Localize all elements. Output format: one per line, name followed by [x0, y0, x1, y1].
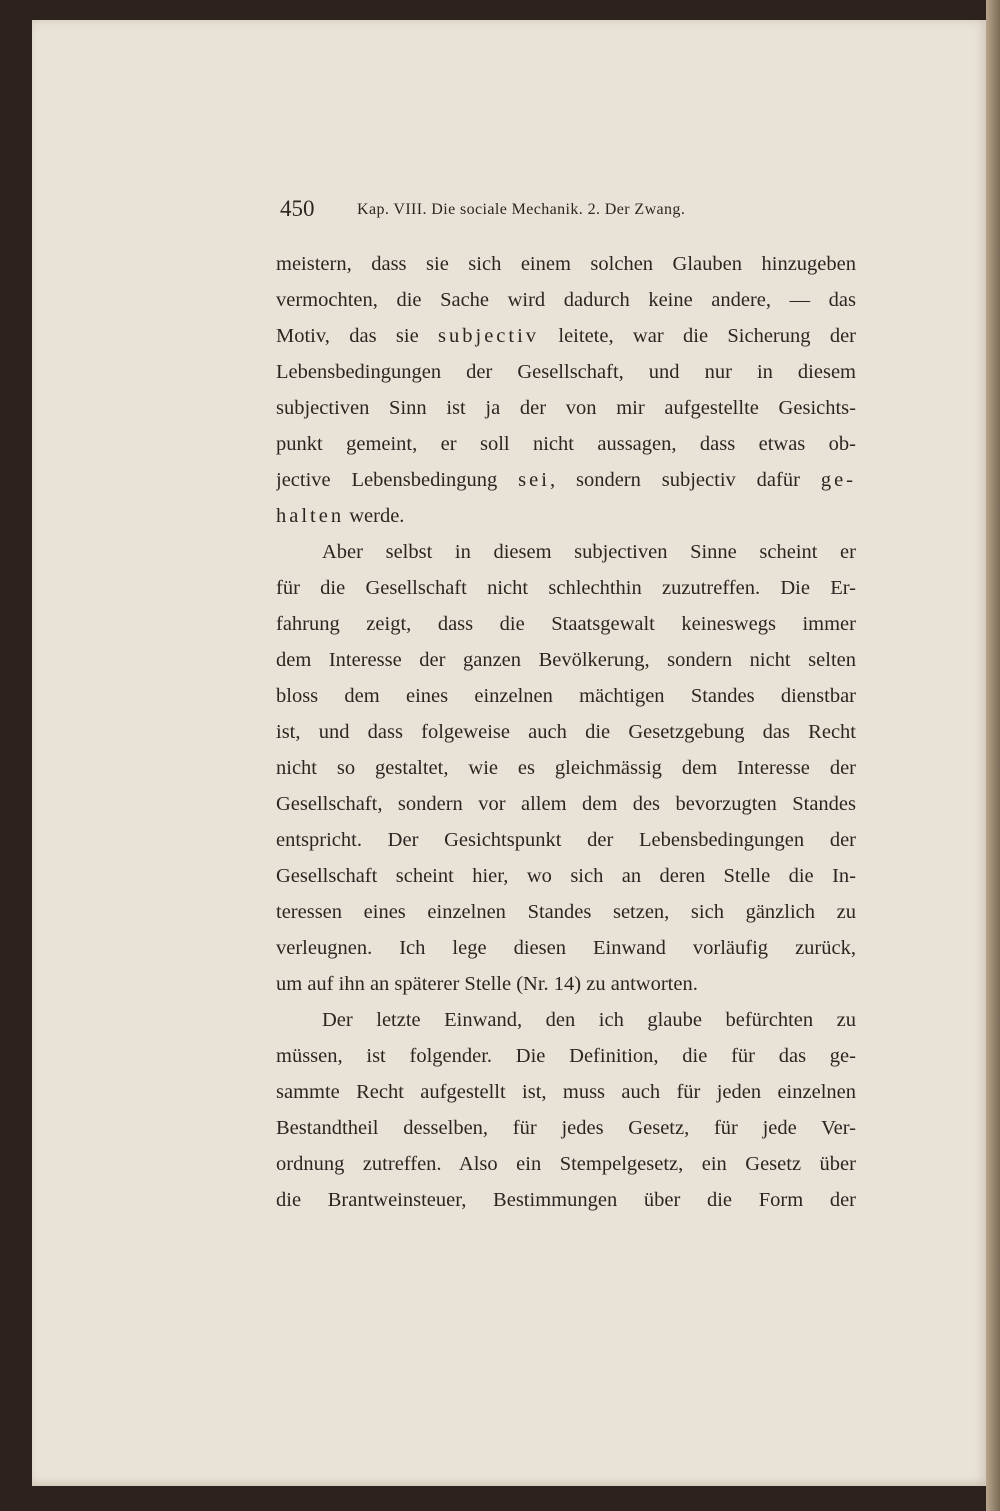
- text-line: bloss dem eines einzelnen mächtigen Standes dienstbar: [276, 685, 856, 707]
- text-line: nicht so gestaltet, wie es gleichmässig dem Interesse der: [276, 757, 856, 779]
- text-line: Gesellschaft scheint hier, wo sich an deren Stelle die In-: [276, 865, 856, 887]
- text-fragment: leitete, war die Sicherung der: [558, 325, 856, 347]
- text-line: sammte Recht aufgestellt ist, muss auch für jeden einzelnen: [276, 1081, 856, 1103]
- text-line: für die Gesellschaft nicht schlechthin zuzutreffen. Die Er-: [276, 577, 856, 599]
- emphasized-word: subjectiv: [438, 325, 540, 347]
- text-fragment: Motiv, das sie: [276, 325, 419, 347]
- body-text: [276, 246, 856, 1218]
- text-line: [276, 498, 856, 534]
- text-line: fahrung zeigt, dass die Staatsgewalt keineswegs immer: [276, 613, 856, 635]
- text-line: um auf ihn an späterer Stelle (Nr. 14) zu antworten.: [276, 973, 698, 995]
- running-title: Kap. VIII. Die sociale Mechanik. 2. Der Zwang.: [357, 201, 686, 218]
- book-spine-edge: [986, 0, 1000, 1511]
- text-line: teressen eines einzelnen Standes setzen, sich gänzlich zu: [276, 901, 856, 923]
- emphasized-word: sei: [518, 469, 550, 491]
- text-line: Der letzte Einwand, den ich glaube befürchten zu: [322, 1009, 856, 1031]
- text-line: Bestandtheil desselben, für jedes Gesetz, für jede Ver-: [276, 1117, 856, 1139]
- text-line: entspricht. Der Gesichtspunkt der Lebensbedingungen der: [276, 829, 856, 851]
- text-line: vermochten, die Sache wird dadurch keine andere, — das: [276, 289, 856, 311]
- text-line: Lebensbedingungen der Gesellschaft, und nur in diesem: [276, 361, 856, 383]
- text-line: Aber selbst in diesem subjectiven Sinne scheint er: [322, 541, 856, 563]
- emphasized-word: halten: [276, 505, 345, 527]
- text-line: verleugnen. Ich lege diesen Einwand vorläufig zurück,: [276, 937, 856, 959]
- text-line: müssen, ist folgender. Die Definition, die für das ge-: [276, 1045, 856, 1067]
- text-line: ist, und dass folgeweise auch die Gesetzgebung das Recht: [276, 721, 856, 743]
- text-fragment: werde.: [349, 505, 405, 527]
- text-line: ordnung zutreffen. Also ein Stempelgesetz, ein Gesetz über: [276, 1153, 856, 1175]
- text-line: [276, 318, 856, 354]
- text-line: meistern, dass sie sich einem solchen Glauben hinzugeben: [276, 253, 856, 275]
- text-line: Gesellschaft, sondern vor allem dem des bevorzugten Standes: [276, 793, 856, 815]
- text-line: punkt gemeint, er soll nicht aussagen, dass etwas ob-: [276, 433, 856, 455]
- text-fragment: jective Lebensbedingung: [276, 469, 498, 491]
- text-line: dem Interesse der ganzen Bevölkerung, sondern nicht selten: [276, 649, 856, 671]
- text-line: [276, 462, 856, 498]
- text-line: die Brantweinsteuer, Bestimmungen über die Form der: [276, 1189, 856, 1211]
- text-fragment: , sondern subjectiv dafür: [549, 469, 800, 491]
- page-number: 450: [280, 196, 315, 221]
- emphasized-word: ge-: [820, 469, 856, 491]
- text-line: subjectiven Sinn ist ja der von mir aufgestellte Gesichts-: [276, 397, 856, 419]
